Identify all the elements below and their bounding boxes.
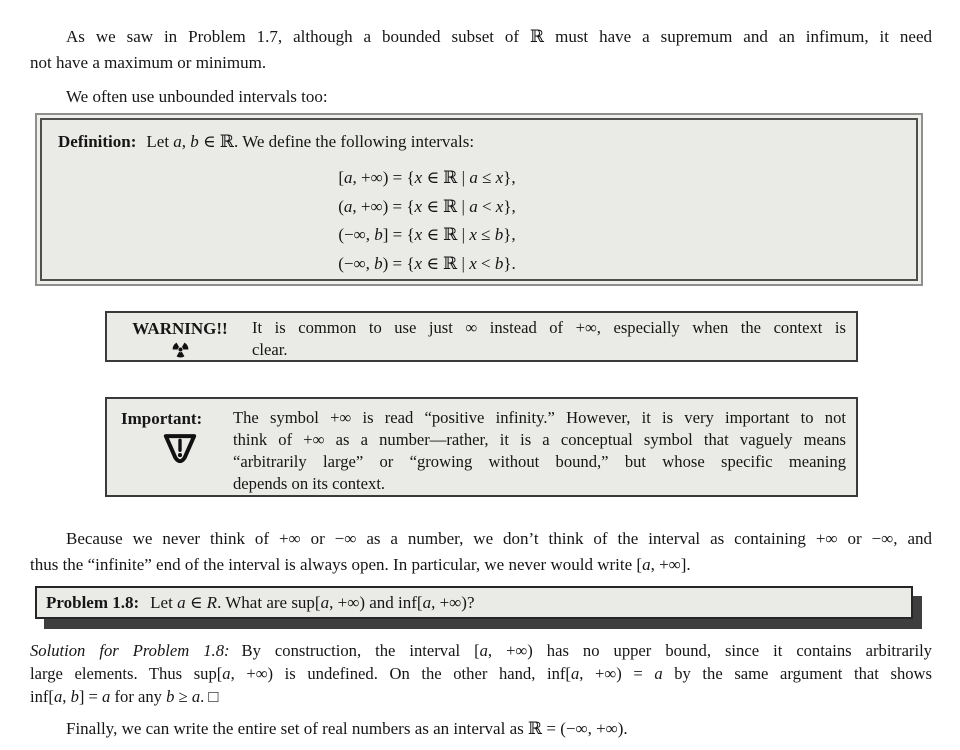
- important-text-line: “arbitrarily large” or “growing without bound,” but whose specific meaning: [233, 452, 846, 471]
- important-text-line: The symbol +∞ is read “positive infinity.” However, it is very important to not: [233, 408, 846, 427]
- warning-text: [252, 317, 846, 361]
- important-text: [233, 407, 846, 495]
- paragraph-line: As we saw in Problem 1.7, although a bounded subset of ℝ must have a supremum and an infimum, it need: [66, 27, 932, 46]
- important-text-line: depends on its context.: [233, 474, 386, 493]
- solution-text-line: By construction, the interval [a, +∞) has no upper bound, since it contains arbitrarily: [241, 641, 932, 660]
- exclamation-triangle-icon: [117, 431, 243, 465]
- paragraph-line: We often use unbounded intervals too:: [66, 87, 328, 106]
- definition-lead: [58, 129, 900, 155]
- problem-text: Let a ∈ R. What are sup[a, +∞) and inf[a, +∞)?: [150, 593, 475, 612]
- solution-text-line: large elements. Thus sup[a, +∞) is undefined. On the other hand, inf[a, +∞) = a by the same argument that shows: [30, 663, 932, 683]
- solution-paragraph: [30, 640, 932, 708]
- paragraph-line: thus the “infinite” end of the interval is always open. In particular, we never would write [a, +∞].: [30, 554, 691, 574]
- closing-paragraph: [30, 716, 932, 741]
- definition-intro: Let a, b ∈ ℝ. We define the following intervals:: [146, 132, 475, 151]
- warning-label: WARNING!!: [132, 319, 228, 338]
- body-paragraph: [30, 526, 932, 577]
- definition-label: Definition:: [58, 132, 137, 151]
- warning-text-line: It is common to use just ∞ instead of +∞, especially when the context is: [252, 318, 846, 337]
- problem-box: [35, 586, 913, 619]
- warning-box: [105, 311, 858, 362]
- solution-text-line: inf[a, b] = a for any b ≥ a. □: [30, 686, 219, 706]
- solution-label: Solution for Problem 1.8:: [30, 641, 230, 660]
- intro-paragraph: [30, 24, 932, 76]
- equation-line: (−∞, b] = {x ∈ ℝ | x ≤ b},: [338, 225, 516, 244]
- definition-box-inner: [40, 118, 918, 281]
- equation-line: (a, +∞) = {x ∈ ℝ | a < x},: [338, 196, 516, 216]
- definition-equations: [58, 164, 900, 278]
- unbounded-intervals-paragraph: [30, 84, 932, 109]
- problem-label: Problem 1.8:: [46, 593, 140, 612]
- equation-line: [a, +∞) = {x ∈ ℝ | a ≤ x},: [338, 168, 516, 187]
- important-box: [105, 397, 858, 497]
- definition-box: [35, 113, 923, 286]
- important-text-line: think of +∞ as a number—rather, it is a conceptual symbol that vaguely means: [233, 430, 846, 449]
- paragraph-line: not have a maximum or minimum.: [30, 53, 267, 72]
- warning-text-line: clear.: [252, 340, 288, 359]
- paragraph-line: Finally, we can write the entire set of real numbers as an interval as ℝ = (−∞, +∞).: [66, 719, 628, 738]
- paragraph-line: Because we never think of +∞ or −∞ as a number, we don’t think of the interval as containing +∞ or −∞, and: [66, 529, 932, 548]
- radiation-icon: [117, 338, 243, 360]
- equation-line: (−∞, b) = {x ∈ ℝ | x < b}.: [338, 253, 516, 273]
- important-label: Important:: [121, 409, 203, 428]
